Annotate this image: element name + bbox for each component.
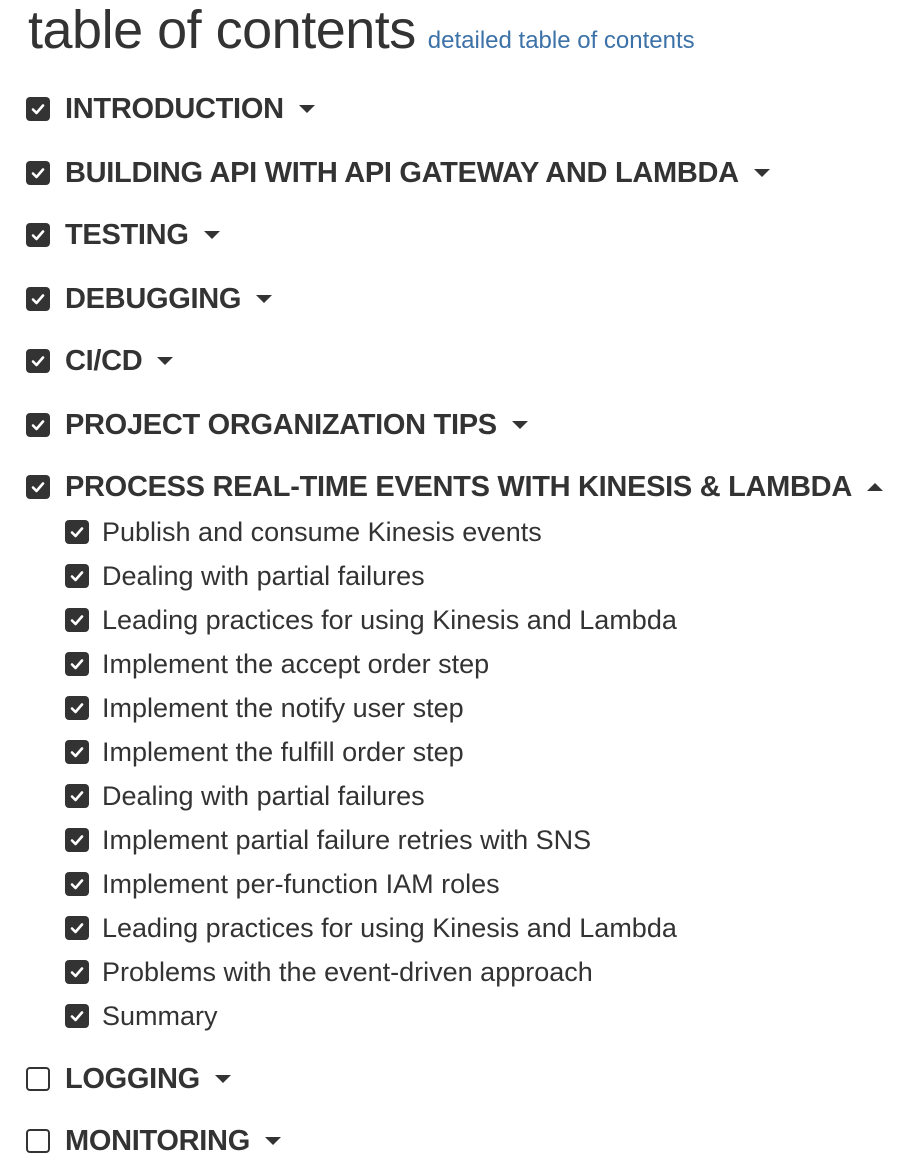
chapter-checkbox[interactable] [26, 475, 50, 499]
chapter-row [26, 343, 173, 379]
section-checkbox[interactable] [65, 784, 89, 808]
chapter-title[interactable]: TESTING [65, 218, 189, 251]
chapter-row [26, 281, 272, 317]
section-title[interactable]: Implement the fulfill order step [102, 736, 464, 767]
detailed-toc-link[interactable]: detailed table of contents [427, 27, 695, 54]
section-row [65, 955, 593, 989]
chapter-checkbox[interactable] [26, 1129, 50, 1153]
check-icon [69, 876, 85, 892]
chapter-title[interactable]: INTRODUCTION [65, 92, 284, 125]
check-icon [69, 524, 85, 540]
section-title[interactable]: Publish and consume Kinesis events [102, 516, 542, 547]
page-title: table of contents [28, 0, 416, 60]
caret-down-icon[interactable] [754, 169, 770, 177]
section-row [65, 647, 489, 681]
chapter-title[interactable]: BUILDING API WITH API GATEWAY AND LAMBDA [65, 156, 739, 189]
section-checkbox[interactable] [65, 608, 89, 632]
caret-down-icon[interactable] [512, 421, 528, 429]
chapter-checkbox[interactable] [26, 287, 50, 311]
chapter-title[interactable]: MONITORING [65, 1124, 250, 1157]
chapter-row [26, 1123, 281, 1159]
chapter-checkbox[interactable] [26, 97, 50, 121]
caret-up-icon[interactable] [867, 483, 883, 491]
check-icon [69, 920, 85, 936]
section-title[interactable]: Dealing with partial failures [102, 560, 425, 591]
check-icon [30, 417, 46, 433]
section-row [65, 559, 425, 593]
check-icon [30, 353, 46, 369]
section-row [65, 603, 677, 637]
section-title[interactable]: Implement partial failure retries with SNS [102, 824, 592, 855]
check-icon [69, 964, 85, 980]
section-row [65, 999, 218, 1033]
section-title[interactable]: Implement the accept order step [102, 648, 490, 679]
chapter-row [26, 1061, 231, 1097]
check-icon [69, 744, 85, 760]
chapter-row [26, 91, 315, 127]
section-checkbox[interactable] [65, 916, 89, 940]
section-title[interactable]: Implement per-function IAM roles [102, 868, 500, 899]
check-icon [69, 700, 85, 716]
section-checkbox[interactable] [65, 828, 89, 852]
chapter-checkbox[interactable] [26, 161, 50, 185]
section-checkbox[interactable] [65, 652, 89, 676]
section-title[interactable]: Problems with the event-driven approach [102, 956, 593, 987]
section-checkbox[interactable] [65, 740, 89, 764]
check-icon [69, 612, 85, 628]
chapter-row [26, 155, 770, 191]
check-icon [69, 788, 85, 804]
section-checkbox[interactable] [65, 1004, 89, 1028]
chapter-title[interactable]: PROJECT ORGANIZATION TIPS [65, 408, 497, 441]
section-checkbox[interactable] [65, 696, 89, 720]
caret-down-icon[interactable] [299, 105, 315, 113]
chapter-checkbox[interactable] [26, 413, 50, 437]
caret-down-icon[interactable] [256, 295, 272, 303]
check-icon [69, 832, 85, 848]
section-row [65, 823, 591, 857]
section-row [65, 779, 425, 813]
section-row [65, 867, 500, 901]
section-title[interactable]: Implement the notify user step [102, 692, 464, 723]
check-icon [30, 479, 46, 495]
caret-down-icon[interactable] [204, 231, 220, 239]
chapter-checkbox[interactable] [26, 1067, 50, 1091]
check-icon [30, 101, 46, 117]
chapter-title[interactable]: CI/CD [65, 344, 143, 377]
section-title[interactable]: Leading practices for using Kinesis and Lambda [102, 604, 677, 635]
section-row [65, 735, 464, 769]
section-title[interactable]: Summary [102, 1000, 218, 1031]
section-row [65, 691, 464, 725]
section-checkbox[interactable] [65, 564, 89, 588]
section-checkbox[interactable] [65, 520, 89, 544]
check-icon [30, 227, 46, 243]
chapter-row [26, 469, 883, 505]
caret-down-icon[interactable] [215, 1075, 231, 1083]
chapter-title[interactable]: DEBUGGING [65, 282, 242, 315]
section-row [65, 911, 677, 945]
check-icon [30, 165, 46, 181]
check-icon [69, 1008, 85, 1024]
section-title[interactable]: Leading practices for using Kinesis and Lambda [102, 912, 677, 943]
caret-down-icon[interactable] [157, 357, 173, 365]
section-row [65, 515, 542, 549]
chapter-row [26, 217, 220, 253]
chapter-checkbox[interactable] [26, 223, 50, 247]
section-checkbox[interactable] [65, 960, 89, 984]
caret-down-icon[interactable] [265, 1137, 281, 1145]
chapter-title[interactable]: PROCESS REAL-TIME EVENTS WITH KINESIS & LAMBDA [65, 470, 852, 503]
section-title[interactable]: Dealing with partial failures [102, 780, 425, 811]
check-icon [30, 291, 46, 307]
check-icon [69, 656, 85, 672]
chapter-row [26, 407, 528, 443]
toc-header [28, 0, 695, 60]
check-icon [69, 568, 85, 584]
chapter-title[interactable]: LOGGING [65, 1062, 200, 1095]
chapter-checkbox[interactable] [26, 349, 50, 373]
section-checkbox[interactable] [65, 872, 89, 896]
